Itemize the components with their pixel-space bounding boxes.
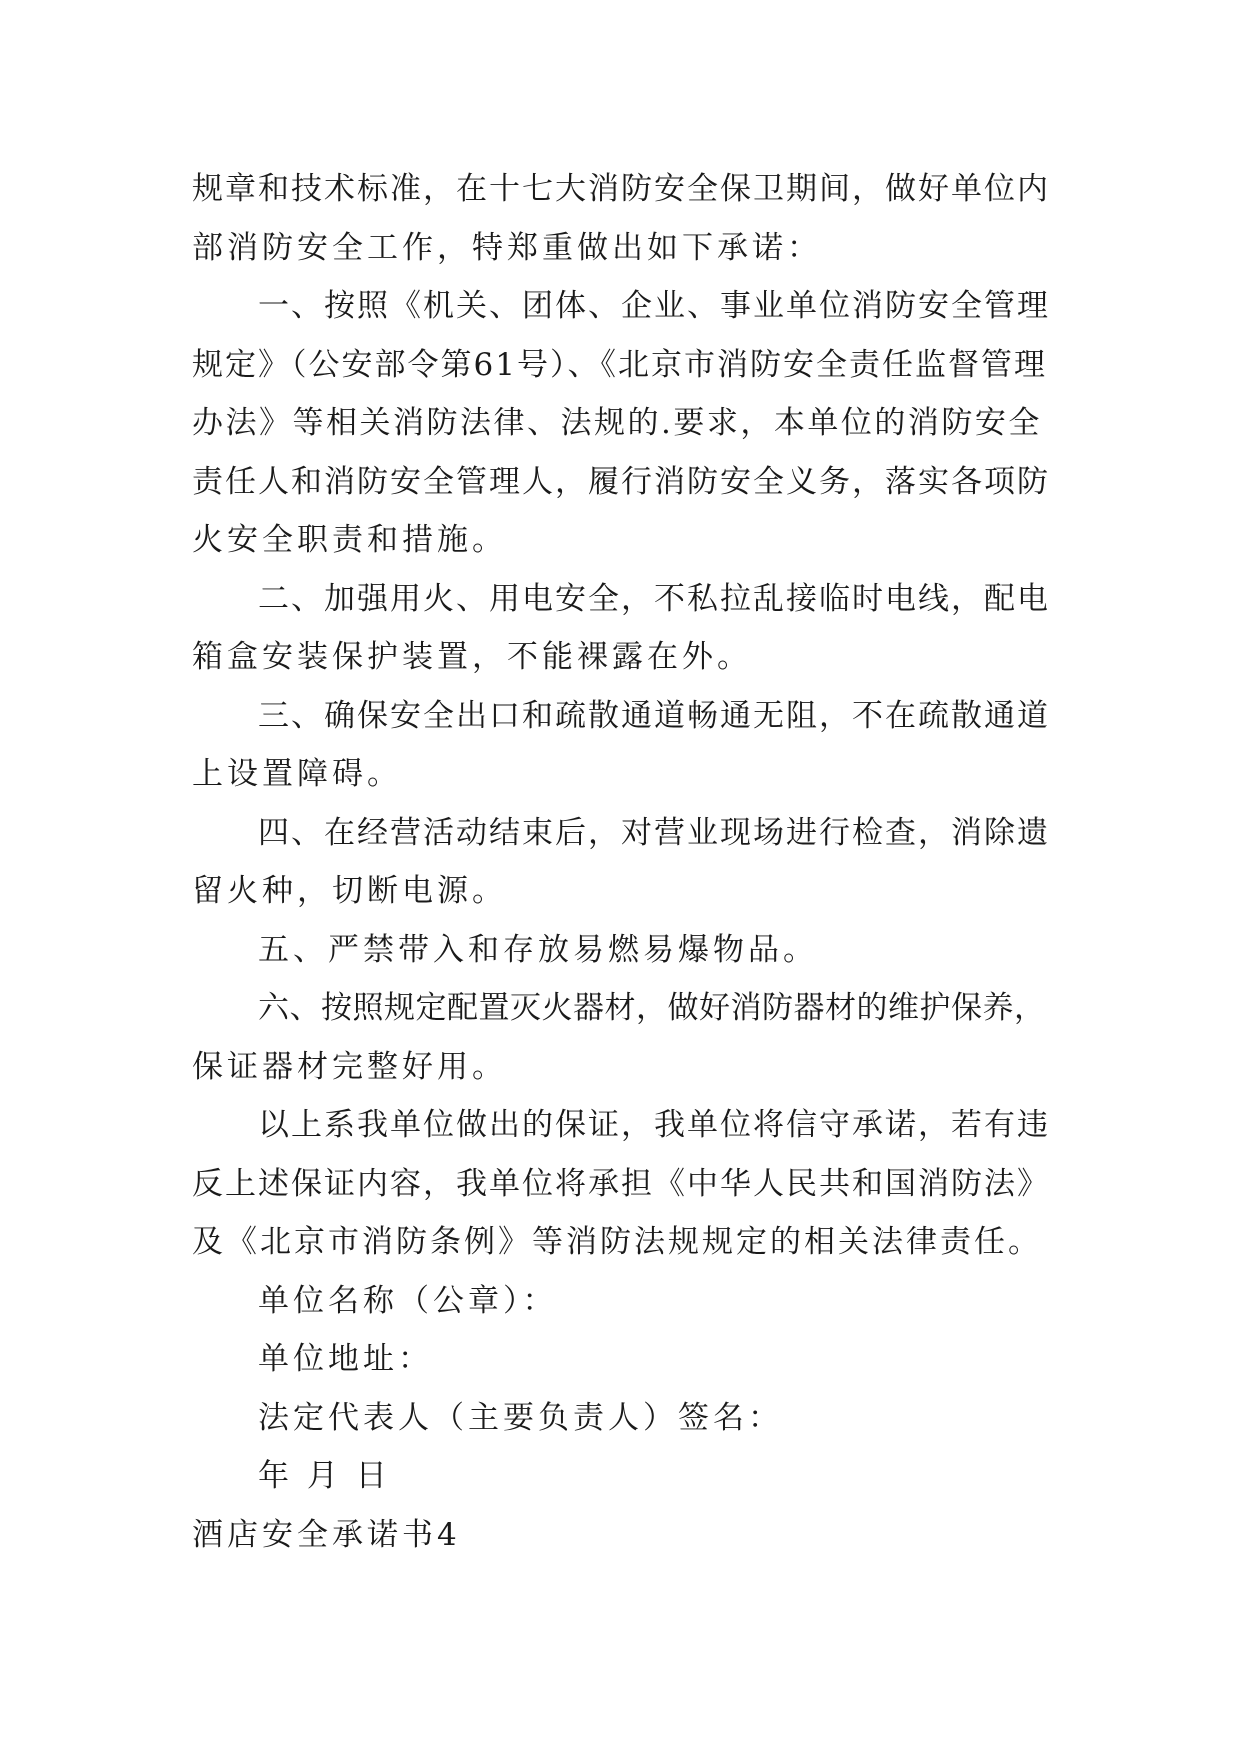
date-field: 年 月 日 bbox=[258, 1458, 391, 1494]
text-line: 规章和技术标准，在十七大消防安全保卫期间，做好单位内 bbox=[192, 171, 1050, 207]
legal-representative-signature-field: 法定代表人（主要负责人）签名： bbox=[258, 1399, 783, 1436]
text-line: 责任人和消防安全管理人，履行消防安全义务，落实各项防 bbox=[192, 463, 1050, 500]
text-line: 上设置障碍。 bbox=[192, 756, 402, 792]
clause-5-line: 五、严禁带入和存放易燃易爆物品。 bbox=[258, 931, 818, 968]
document-body bbox=[192, 160, 1052, 1564]
text-line: 保证器材完整好用。 bbox=[192, 1048, 507, 1085]
clause-2-line: 二、加强用火、用电安全，不私拉乱接临时电线，配电 bbox=[258, 580, 1050, 617]
text-line: 火安全职责和措施。 bbox=[192, 522, 507, 558]
clause-6-line: 六、按照规定配置灭火器材，做好消防器材的维护保养， bbox=[258, 990, 1046, 1026]
text-line: 及《北京市消防条例》等消防法规规定的相关法律责任。 bbox=[192, 1224, 1042, 1260]
section-heading: 酒店安全承诺书4 bbox=[192, 1516, 461, 1553]
text-line: 反上述保证内容，我单位将承担《中华人民共和国消防法》 bbox=[192, 1165, 1050, 1202]
text-line: 留火种，切断电源。 bbox=[192, 873, 507, 909]
text-line: 部消防安全工作，特郑重做出如下承诺： bbox=[192, 229, 822, 266]
clause-4-line: 四、在经营活动结束后，对营业现场进行检查，消除遗 bbox=[258, 814, 1050, 851]
clause-1-line: 一、按照《机关、团体、企业、事业单位消防安全管理 bbox=[258, 288, 1050, 324]
clause-3-line: 三、确保安全出口和疏散通道畅通无阻，不在疏散通道 bbox=[258, 697, 1050, 734]
pledge-summary-line: 以上系我单位做出的保证，我单位将信守承诺，若有违 bbox=[258, 1107, 1050, 1143]
unit-name-field: 单位名称（公章）： bbox=[258, 1282, 558, 1319]
text-line: 箱盒安装保护装置，不能裸露在外。 bbox=[192, 639, 752, 675]
text-line: 办法》等相关消防法律、法规的.要求，本单位的消防安全 bbox=[192, 405, 1042, 441]
unit-address-field: 单位地址： bbox=[258, 1341, 433, 1377]
text-line: 规定》（公安部令第61号）、《北京市消防安全责任监督管理 bbox=[192, 346, 1047, 383]
